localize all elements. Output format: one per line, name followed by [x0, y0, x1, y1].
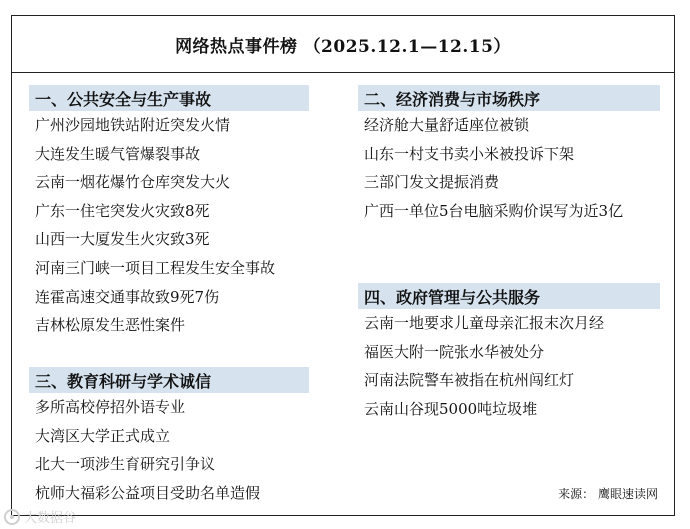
list-item: 河南法院警车被指在杭州闯红灯: [364, 371, 575, 390]
section-heading: 二、经济消费与市场秩序: [358, 85, 660, 111]
list-item: 山西一大厦发生火灾致3死: [35, 230, 210, 249]
section-heading: 三、教育科研与学术诚信: [29, 367, 309, 393]
source-note: 来源： 鹰眼速读网: [558, 487, 658, 501]
list-item: 福医大附一院张水华被处分: [364, 342, 545, 361]
list-item: 杭师大福彩公益项目受助名单造假: [35, 483, 261, 502]
list-item: 河南三门峡一项目工程发生安全事故: [35, 258, 276, 277]
section-item-list: [29, 393, 309, 507]
section-government: [358, 283, 660, 423]
list-item: 三部门发文提振消费: [364, 173, 500, 192]
list-item: 大连发生暖气管爆裂事故: [35, 144, 201, 163]
list-item: 北大一项涉生育研究引争议: [35, 455, 216, 474]
list-item: 云南一烟花爆竹仓库突发大火: [35, 173, 231, 192]
table-frame: [11, 15, 675, 516]
table-title: [12, 16, 674, 73]
title-divider: [12, 72, 674, 73]
watermark: [4, 507, 76, 526]
list-item: 吉林松原发生恶性案件: [35, 316, 186, 335]
section-item-list: [29, 111, 309, 340]
list-item: 山东一村支书卖小米被投诉下架: [364, 144, 575, 163]
list-item: 多所高校停招外语专业: [35, 398, 186, 416]
watermark-logo-icon: [4, 509, 20, 525]
list-item: 广东一住宅突发火灾致8死: [35, 201, 210, 220]
list-item: 经济舱大量舒适座位被锁: [364, 116, 530, 134]
watermark-text: 大数据谷: [24, 511, 77, 526]
list-item: 连霍高速交通事故致9死7伤: [35, 287, 220, 306]
list-item: 云南山谷现5000吨垃圾堆: [364, 399, 538, 418]
section-item-list: [358, 111, 660, 225]
section-public-safety: [29, 85, 309, 340]
title-date-range: （2025.12.1—12.15）: [303, 37, 511, 57]
section-heading: 一、公共安全与生产事故: [29, 85, 309, 111]
section-heading: 四、政府管理与公共服务: [358, 283, 660, 309]
list-item: 大湾区大学正式成立: [35, 426, 171, 445]
list-item: 广州沙园地铁站附近突发火情: [35, 116, 231, 134]
title-text: 网络热点事件榜: [175, 37, 298, 57]
list-item: 云南一地要求儿童母亲汇报末次月经: [364, 314, 605, 332]
list-item: 广西一单位5台电脑采购价误写为近3亿: [364, 201, 624, 220]
section-economy: [358, 85, 660, 225]
section-education: [29, 367, 309, 507]
section-item-list: [358, 309, 660, 423]
